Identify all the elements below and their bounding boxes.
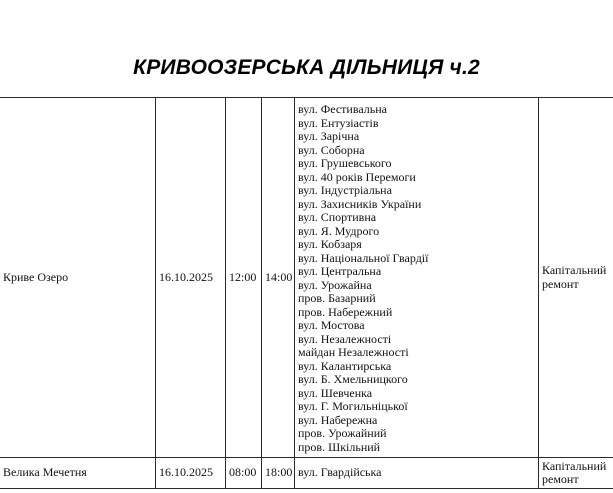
page-title: КРИВООЗЕРСЬКА ДІЛЬНИЦЯ ч.2 — [133, 56, 480, 79]
street-item: вул. Спортивна — [298, 210, 377, 224]
settlement-cell: Криве Озеро — [0, 98, 156, 458]
street-item: вул. Я. Мудрого — [298, 223, 380, 238]
street-item: вул. Індустріальна — [298, 183, 392, 197]
street-item: вул. Калантирська — [298, 358, 392, 373]
outage-schedule-table — [0, 97, 613, 489]
street-item: майдан Незалежності — [298, 345, 409, 359]
street-item: вул. Кобзаря — [298, 237, 362, 251]
street-item: вул. Набережна — [298, 412, 378, 427]
street-item: вул. Національної Гвардії — [298, 250, 429, 265]
street-item: вул. Ентузіастів — [298, 115, 379, 130]
street-item: вул. Г. Могильніцької — [298, 399, 408, 413]
street-item: вул. Соборна — [298, 142, 365, 157]
street-item: пров. Базарний — [298, 291, 376, 305]
street-item: вул. Грушевського — [298, 156, 392, 170]
street-item: вул. 40 років Перемоги — [298, 169, 416, 184]
date-cell: 16.10.2025 — [156, 98, 226, 458]
time-to-cell: 14:00 — [262, 98, 295, 458]
table-row — [0, 98, 613, 458]
street-item: вул. Фестивальна — [298, 102, 387, 116]
street-item: вул. Мостова — [298, 318, 365, 332]
street-item: вул. Урожайна — [298, 277, 372, 292]
time-from-cell: 12:00 — [226, 98, 262, 458]
streets-cell: вул. Гвардійська — [295, 458, 539, 489]
time-to-cell: 18:00 — [262, 458, 295, 489]
settlement-cell: Велика Мечетня — [0, 458, 156, 489]
date-cell: 16.10.2025 — [156, 458, 226, 489]
table-row — [0, 458, 613, 489]
street-item: вул. Центральна — [298, 264, 382, 278]
street-item: вул. Шевченка — [298, 385, 373, 400]
reason-cell: Капітальний ремонт — [539, 98, 613, 458]
time-from-cell: 08:00 — [226, 458, 262, 489]
reason-cell: Капітальний ремонт — [539, 458, 613, 489]
streets-cell — [295, 98, 539, 458]
street-item: пров. Шкільний — [298, 439, 381, 454]
street-item: вул. Захисників України — [298, 196, 422, 211]
street-item: пров. Урожайний — [298, 426, 387, 440]
street-item: вул. Б. Хмельницкого — [298, 372, 408, 386]
street-item: вул. Зарічна — [298, 129, 360, 143]
street-item: пров. Набережний — [298, 304, 393, 319]
street-item: вул. Незалежності — [298, 331, 392, 346]
